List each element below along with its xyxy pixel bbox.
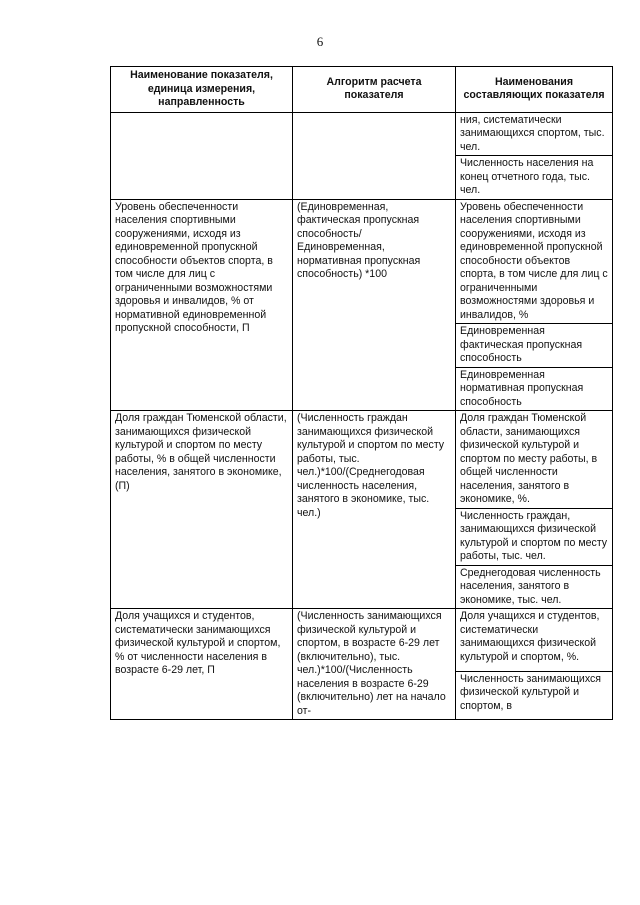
header-indicator: Наименование показателя, единица измерения, направленность bbox=[111, 67, 293, 113]
algorithm-cell: (Численность занимающихся физической культурой и спортом, в возрасте 6-29 лет (включительно), тыс. чел.)*100/(Численность населения в возрасте 6-29 (включительно) лет на начало от- bbox=[293, 609, 456, 720]
component-cell: Уровень обеспеченности населения спортивными сооружениями, исходя из единовременной пропускной способности объектов спорта, в том числе для лиц с ограниченными возможностями здоровья и инвалидов, % bbox=[456, 199, 613, 324]
header-algorithm: Алгоритм расчета показателя bbox=[293, 67, 456, 113]
component-cell: Доля учащихся и студентов, систематически занимающихся физической культурой и спортом, %. bbox=[456, 609, 613, 672]
algorithm-cell bbox=[293, 112, 456, 199]
indicator-cell bbox=[111, 112, 293, 199]
component-cell: Единовременная нормативная пропускная способность bbox=[456, 367, 613, 411]
component-cell: ния, систематически занимающихся спортом, тыс. чел. bbox=[456, 112, 613, 156]
component-cell: Численность занимающихся физической культурой и спортом, в bbox=[456, 671, 613, 719]
component-cell: Численность граждан, занимающихся физической культурой и спортом по месту работы, тыс. чел. bbox=[456, 508, 613, 565]
table-row bbox=[111, 199, 613, 324]
table-row bbox=[111, 112, 613, 156]
component-cell: Численность населения на конец отчетного года, тыс. чел. bbox=[456, 156, 613, 200]
algorithm-cell: (Численность граждан занимающихся физической культурой и спортом по месту работы, тыс. чел.)*100/(Среднегодовая численность населения, занятого в экономике, тыс. чел.) bbox=[293, 411, 456, 609]
indicator-cell: Уровень обеспеченности населения спортивными сооружениями, исходя из единовременной пропускной способности объектов спорта, в том числе для лиц с ограниченными возможностями здоровья и инвалидов, % от нормативной единовременной пропускной способности, П bbox=[111, 199, 293, 411]
header-components: Наименования составляющих показателя bbox=[456, 67, 613, 113]
indicator-cell: Доля учащихся и студентов, систематически занимающихся физической культурой и спортом, % от численности населения в возрасте 6-29 лет, П bbox=[111, 609, 293, 720]
component-cell: Доля граждан Тюменской области, занимающихся физической культурой и спортом по месту работы, в общей численности населения, занятого в экономике, %. bbox=[456, 411, 613, 509]
indicator-cell: Доля граждан Тюменской области, занимающихся физической культурой и спортом по месту работы, % в общей численности населения, занятого в экономике, (П) bbox=[111, 411, 293, 609]
page-number: 6 bbox=[316, 34, 324, 49]
indicator-table bbox=[110, 66, 613, 720]
table-row bbox=[111, 609, 613, 672]
component-cell: Единовременная фактическая пропускная способность bbox=[456, 324, 613, 368]
algorithm-cell: (Единовременная, фактическая пропускная способность/ Единовременная, нормативная пропускная способность) *100 bbox=[293, 199, 456, 411]
table-row bbox=[111, 411, 613, 509]
table-header-row bbox=[111, 67, 613, 113]
component-cell: Среднегодовая численность населения, занятого в экономике, тыс. чел. bbox=[456, 565, 613, 609]
